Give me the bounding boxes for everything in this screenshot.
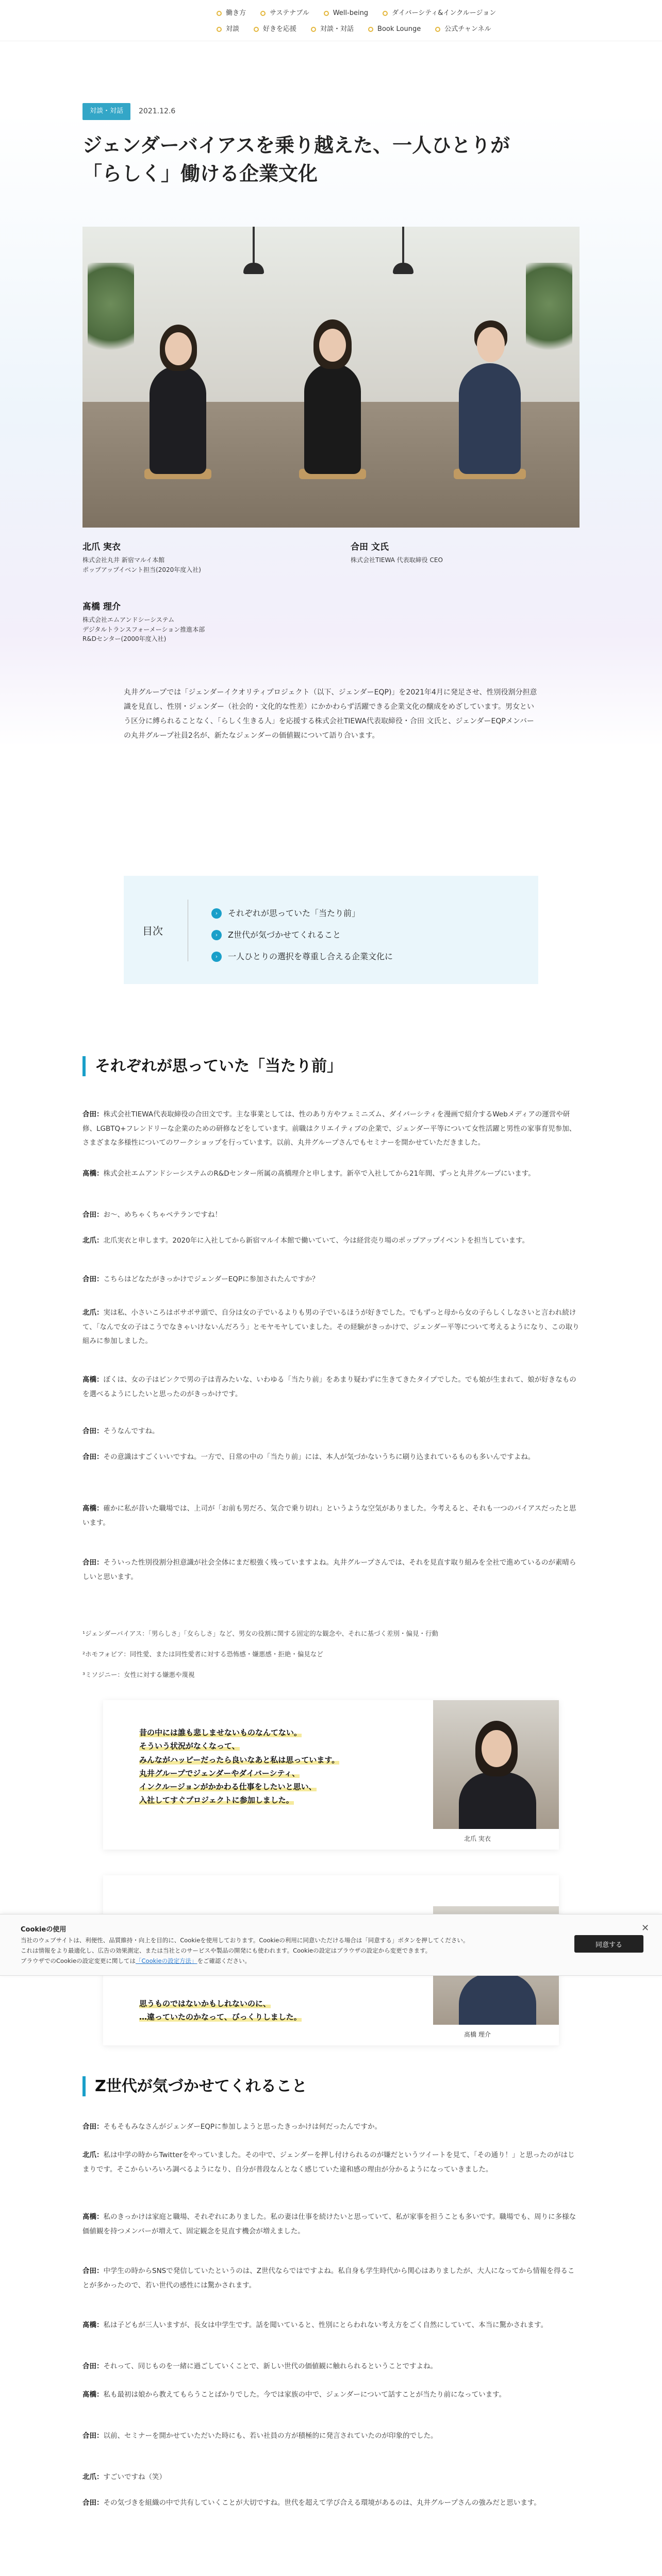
speaker-name: 髙橋 理介 <box>82 602 121 612</box>
speaker-role: 株式会社丸井 新宿マルイ本館 ポップアップイベント担当(2020年度入社) <box>82 556 201 573</box>
speaker-name: 合田 文氏 <box>351 542 389 552</box>
dialogue-paragraph: 合田：その気づきを組織の中で共有していくことが大切ですね。世代を超えて学び合える環境があるのは、丸井グループさんの強みだと思います。 <box>82 2499 541 2507</box>
article-meta <box>82 103 580 120</box>
article-header <box>82 103 580 188</box>
cookie-text: 当社のウェブサイトは、利便性、品質維持・向上を目的に、Cookieを使用しております。Cookieの利用に同意いただける場合は「同意する」ボタンを押してください。 これは情報をより最適化し、広告の効果測定、または当社とのサービスや製品の開発にも使われます。Cookieの設定はブラウザの設定から変更できます。 ブラウザでのCookieの設定変更に関しては「Cookieの設定方法」をご確認ください。 <box>21 1937 469 1965</box>
article-title <box>82 131 580 188</box>
toc-list <box>211 903 393 968</box>
dialogue-paragraph: 合田：それって、同じものを一緒に過ごしていくことで、新しい世代の価値観に触れられるということですよね。 <box>82 2362 437 2370</box>
dialogue-paragraph: 髙橋：私も最初は娘から教えてもらうことばかりでした。今では家族の中で、ジェンダーについて話すことが当たり前になっています。 <box>82 2391 506 2399</box>
plant <box>526 263 572 366</box>
nav-item-wellbeing[interactable]: Well-being <box>324 7 368 20</box>
dialogue-paragraph: 合田：そもそもみなさんがジェンダーEQPに参加しようと思ったきっかけは何だったんですか。 <box>82 2123 382 2131</box>
circle-icon <box>383 11 388 16</box>
dialogue-paragraph: 合田：以前、セミナーを開かせていただいた時にも、若い社員の方が積極的に発言されていたのが印象的でした。 <box>82 2432 438 2440</box>
dialogue-paragraph: 合田：そういった性別役割分担意識が社会全体にまだ根強く残っていますよね。丸井グループさんでは、それを見直す取り組みを全社で進めているのが素晴らしいと思います。 <box>82 1558 576 1581</box>
accept-cookies-button[interactable]: 同意する <box>574 1935 643 1953</box>
title-line-2: 「らしく」働ける企業文化 <box>82 162 318 185</box>
toc-title: 目次 <box>142 925 163 937</box>
circle-icon <box>368 27 373 32</box>
intro-text: 丸井グループでは「ジェンダーイクオリティプロジェクト（以下、ジェンダーEQP)」を2021年4月に発足させ、性別役割分担意識を見直し、性別・ジェンダー（社会的・文化的な性差）にかかわらず活躍できる企業文化の醸成をめざしています。男女という区分に縛られることなく、「らしく生きる人」を応援する株式会社TIEWA代表取締役・合田 文氏と、ジェンダーEQPメンバーの丸井グループ社員2名が、新たなジェンダーの価値観について語り合います。 <box>124 688 537 740</box>
speaker-role: 株式会社エムアンドシーシステム デジタルトランスフォーメーション推進本部 R&Dセンター(2000年度入社) <box>82 616 205 643</box>
pendant-lamp <box>253 227 255 263</box>
circle-icon <box>260 11 266 16</box>
footnote: ¹ジェンダーバイアス：「男らしさ」「女らしさ」など、男女の役割に関する固定的な観念や、それに基づく差別・偏見・行動 <box>82 1630 439 1637</box>
pull-quote-text: 昔の中には誰も悲しませないものなんてない。 そういう状況がなくなって、 みんながハッピーだったら良いなあと私は思っています。 丸井グループでジェンダーやダイバーシティ、 インクルージョンがかかわる仕事をしたいと思い、 入社してすぐプロジェクトに参加しました。 <box>139 1728 340 1805</box>
dialogue-paragraph: 合田：その意識はすごくいいですね。一方で、日常の中の「当たり前」には、本人が気づかないうちに刷り込まれているものも多いんですよね。 <box>82 1453 535 1461</box>
toc-item-3[interactable]: › 一人ひとりの選択を尊重し合える企業文化に <box>211 946 393 968</box>
cookie-title: Cookieの使用 <box>21 1926 67 1934</box>
section-heading-1: それぞれが思っていた「当たり前」 <box>82 1056 580 1076</box>
footnote: ²ホモフォビア：同性愛、または同性愛者に対する恐怖感・嫌悪感・拒絶・偏見など <box>82 1650 323 1658</box>
nav-item-workstyle[interactable]: 働き方 <box>217 7 246 20</box>
dialogue-paragraph: 合田：株式会社TIEWA代表取締役の合田文です。主な事業としては、性のあり方やフェミニズム、ダイバーシティを漫画で紹介するWebメディアの運営や研修、LGBTQ+フレンドリーな企業のための研修などをしています。前職はクリエイティブの企業で、ジェンダー平等について女性活躍と男性の家事育児参加、さまざまな多様性についてのワークショップを行っています。以前、丸井グループさんでもセミナーを開かせていただきました。 <box>82 1110 576 1147</box>
speaker-1 <box>82 539 299 574</box>
circle-icon <box>324 11 329 16</box>
table-of-contents <box>124 876 538 984</box>
nav-item-talk[interactable]: 対談 <box>217 23 239 36</box>
nav-item-diversity[interactable]: ダイバーシティ&インクルージョン <box>383 7 496 20</box>
dialogue-paragraph: 北爪：実は私、小さいころはボサボサ頭で、自分は女の子でいるよりも男の子でいるほうが好きでした。でもずっと母から女の子らしくしなさいと言われ続けて、「なんで女の子はこうでなきゃいけないんだろう」とモヤモヤしていました。その経験がきっかけで、ジェンダー平等について考えるようになり、この取り組みに参加しました。 <box>82 1309 580 1346</box>
dialogue-paragraph: 北爪：すごいですね（笑） <box>82 2473 166 2481</box>
person-3 <box>459 363 521 474</box>
title-line-1: ジェンダーバイアスを乗り越えた、一人ひとりが <box>82 133 510 157</box>
toc-item-1[interactable]: › それぞれが思っていた「当たり前」 <box>211 903 393 924</box>
hero-photo <box>82 227 580 528</box>
dialogue-paragraph: 髙橋：私のきっかけは家庭と職場、それぞれにありました。私の妻は仕事を続けたいと思っていて、私が家事を担うことも多いです。職場でも、周りに多様な価値観を持つメンバーが増えて、固定観念を見直す機会が増えました。 <box>82 2213 576 2235</box>
person-3-face <box>477 327 505 362</box>
article-date: 2021.12.6 <box>139 107 176 116</box>
speaker-3 <box>82 599 299 644</box>
pull-quote-speaker: 北爪 実衣 <box>464 1835 491 1842</box>
toc-item-2[interactable]: › Z世代が気づかせてくれること <box>211 924 393 946</box>
circle-icon <box>435 27 440 32</box>
nav-item-dialogue[interactable]: 対談・対話 <box>311 23 354 36</box>
photo-body <box>459 1772 536 1829</box>
circle-icon <box>217 27 222 32</box>
speaker-2 <box>351 539 567 565</box>
photo-body <box>459 1973 536 2025</box>
arrow-right-icon: › <box>211 930 222 940</box>
top-navigation <box>0 0 662 41</box>
section-heading-2: Z世代が気づかせてくれること <box>82 2076 580 2096</box>
pull-quote-1 <box>103 1700 559 1850</box>
dialogue-paragraph: 合田：そうなんですね。 <box>82 1427 159 1435</box>
footnote: ³ミソジニー：女性に対する嫌悪や蔑視 <box>82 1671 195 1679</box>
dialogue-paragraph: 髙橋：ぼくは、女の子はピンクで男の子は青みたいな、いわゆる「当たり前」をあまり疑わずに生きてきたタイプでした。でも娘が生まれて、娘が好きなものを選べるようにしたいと思ったのがきっかけです。 <box>82 1376 576 1398</box>
arrow-right-icon: › <box>211 952 222 962</box>
dialogue-paragraph: 髙橋：確かに私が昔いた職場では、上司が「お前も男だろ、気合で乗り切れ」というような空気がありました。今考えると、それも一つのバイアスだったと思います。 <box>82 1504 576 1527</box>
speaker-photo <box>433 1700 559 1829</box>
photo-face <box>482 1730 511 1767</box>
circle-icon <box>217 11 222 16</box>
person-2 <box>304 363 361 474</box>
nav-item-sustainable[interactable]: サステナブル <box>260 7 309 20</box>
pendant-lamp <box>402 227 404 263</box>
dialogue-paragraph: 合田：こちらはどなたがきっかけでジェンダーEQPに参加されたんですか？ <box>82 1275 319 1283</box>
nav-links <box>217 7 650 39</box>
person-2-face <box>319 329 346 362</box>
speaker-role: 株式会社TIEWA 代表取締役 CEO <box>351 556 443 564</box>
nav-row-1 <box>217 7 650 20</box>
circle-icon <box>254 27 259 32</box>
circle-icon <box>311 27 316 32</box>
nav-row-2 <box>217 23 650 36</box>
speaker-name: 北爪 実衣 <box>82 542 121 552</box>
arrow-right-icon: › <box>211 908 222 919</box>
nav-item-support[interactable]: 好きを応援 <box>254 23 296 36</box>
dialogue-paragraph: 北爪：北爪実衣と申します。2020年に入社してから新宿マルイ本館で働いていて、今は経営売り場のポップアップイベントを担当しています。 <box>82 1236 529 1245</box>
person-1-face <box>165 332 192 365</box>
nav-item-official-channel[interactable]: 公式チャンネル <box>435 23 491 36</box>
pull-quote-text: 思うものではないかもしれないのに、 …違っていたのかなって、びっくりしました。 <box>139 1999 302 2022</box>
plant <box>88 263 134 366</box>
close-icon[interactable]: ✕ <box>641 1923 650 1934</box>
dialogue-paragraph: 合田：お～、めちゃくちゃベテランですね！ <box>82 1211 222 1219</box>
pull-quote-speaker: 髙橋 理介 <box>464 2031 491 2038</box>
dialogue-paragraph: 髙橋：株式会社エムアンドシーシステムのR&Dセンター所属の髙橋理介と申します。新卒で入社してから21年間、ずっと丸井グループにいます。 <box>82 1170 535 1178</box>
category-tag[interactable]: 対談・対話 <box>82 103 130 120</box>
dialogue-paragraph: 合田：中学生の時からSNSで発信していたというのは、Z世代ならではですよね。私自身も学生時代から関心はありましたが、大人になってから情報を得ることが多かったので、若い世代の感性には驚かされます。 <box>82 2267 575 2290</box>
dialogue-paragraph: 髙橋：私は子どもが三人いますが、長女は中学生です。話を聞いていると、性別にとらわれない考え方をごく自然にしていて、本当に驚かされます。 <box>82 2321 548 2329</box>
cookie-banner <box>0 1914 662 1976</box>
person-1 <box>150 366 206 474</box>
dialogue-paragraph: 北爪：私は中学の時からTwitterをやっていました。その中で、ジェンダーを押し付けられるのが嫌だというツイートを見て、「その通り！」と思ったのがはじまりです。そこからいろいろ調べるようになり、自分が普段なんとなく感じていた違和感の理由が分かるようになっていきました。 <box>82 2151 575 2174</box>
nav-item-book-lounge[interactable]: Book Lounge <box>368 23 421 36</box>
cookie-settings-link[interactable]: 「Cookieの設定方法」 <box>136 1957 197 1965</box>
